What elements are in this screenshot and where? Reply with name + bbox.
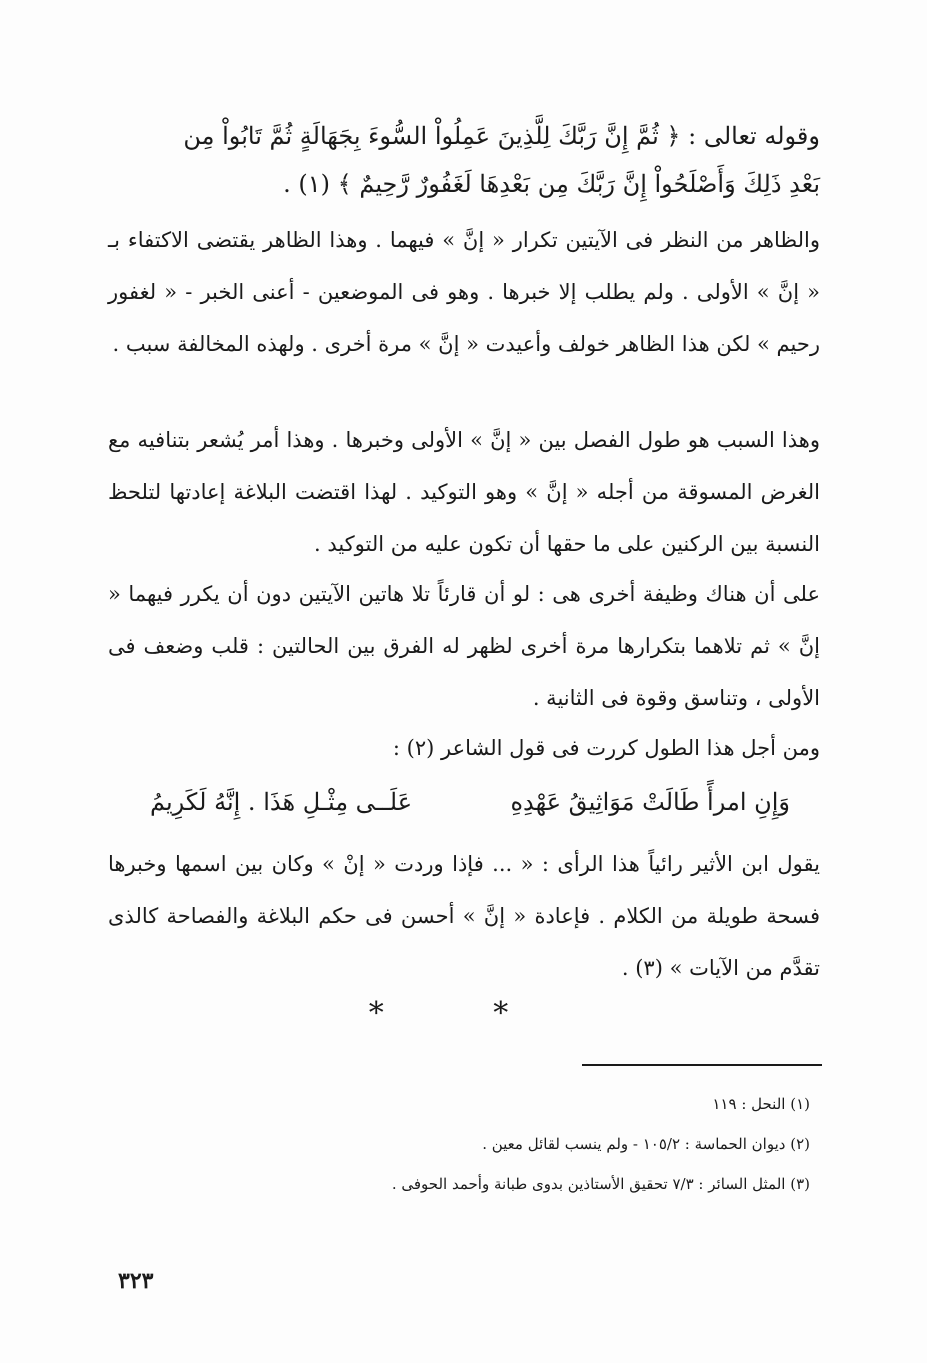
section-separator: * * xyxy=(368,996,559,1031)
verse-line-2: بَعْدِ ذَلِكَ وَأَصْلَحُواْ إِنَّ رَبَّكَ مِن بَعْدِهَا لَغَفُورٌ رَّحِيمٌ ﴾ (١) . xyxy=(283,170,820,198)
poem-second-hemistich: عَلَــى مِثْـلِ هَذَا . إِنَّهُ لَكَرِيمُ xyxy=(150,788,413,816)
footnote-2: (٢) ديوان الحماسة : ١٠٥/٢ - ولم ينسب لقائل معين . xyxy=(482,1135,810,1153)
paragraph-1 xyxy=(108,214,820,370)
paragraph-text: على أن هناك وظيفة أخرى هى : لو أن قارئاً تلا هاتين الآيتين دون أن يكرر فيهما « إنَّ » ثم تلاهما بتكرارها مرة أخرى لظهر له الفرق بين الحالتين : قلب وضعف فى الأولى ، وتناسق وقوة فى الثانية . xyxy=(108,582,820,710)
footnote-3: (٣) المثل السائر : ٧/٣ تحقيق الأستاذين بدوى طبانة وأحمد الحوفى . xyxy=(391,1175,810,1193)
verse-line-1: وقوله تعالى : ﴿ ثُمَّ إِنَّ رَبَّكَ لِلَّذِينَ عَمِلُواْ السُّوءَ بِجَهَالَةٍ ثُمَّ تَابُواْ مِن xyxy=(183,122,820,150)
paragraph-3 xyxy=(108,568,820,724)
paragraph-text: والظاهر من النظر فى الآيتين تكرار « إنَّ » فيهما . وهذا الظاهر يقتضى الاكتفاء بـ « إنَّ » الأولى . ولم يطلب إلا خبرها . وهو فى الموضعين - أعنى الخبر - « لغفور رحيم » لكن هذا الظاهر خولف وأعيدت « إنَّ » مرة أخرى . ولهذه المخالفة سبب . xyxy=(108,228,820,356)
paragraph-2 xyxy=(108,414,820,570)
poem-first-hemistich: وَإِنِ امرأً طَالَتْ مَوَاثِيقُ عَهْدِهِ xyxy=(510,788,790,816)
footnotes xyxy=(240,1084,810,1204)
page-number: ٣٢٣ xyxy=(118,1268,154,1294)
paragraph-4 xyxy=(108,722,820,774)
paragraph-text: ومن أجل هذا الطول كررت فى قول الشاعر (٢) : xyxy=(392,736,820,760)
closing-paragraph xyxy=(108,838,820,994)
poem-verse xyxy=(150,782,790,822)
footnote-divider xyxy=(582,1064,822,1066)
paragraph-text: وهذا السبب هو طول الفصل بين « إنَّ » الأولى وخبرها . وهذا أمر يُشعر بتنافيه مع الغرض المسوقة من أجله « إنَّ » وهو التوكيد . لهذا اقتضت البلاغة إعادتها لتلحظ النسبة بين الركنين على ما حقها أن تكون عليه من التوكيد . xyxy=(108,428,820,556)
verse-intro xyxy=(108,112,820,208)
paragraph-text: يقول ابن الأثير رائياً هذا الرأى : « ... فإذا وردت « إنْ » وكان بين اسمها وخبرها فسحة طويلة من الكلام . فإعادة « إنَّ » أحسن فى حكم البلاغة والفصاحة كالذى تقدَّم من الآيات » (٣) . xyxy=(108,852,820,980)
footnote-1: (١) النحل : ١١٩ xyxy=(712,1095,810,1113)
